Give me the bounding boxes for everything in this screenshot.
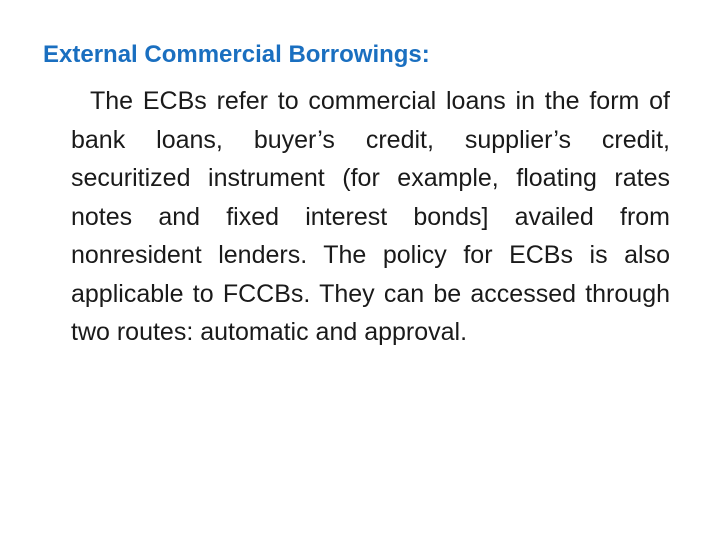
slide-heading: External Commercial Borrowings: bbox=[43, 41, 430, 68]
slide-body-paragraph: The ECBs refer to commercial loans in the form of bank loans, buyer’s credit, supplier’s credit, securitized instrument (for example, floating rates notes and fixed interest bonds] availed from nonresident lenders. The policy for ECBs is also applicable to FCCBs. They can be accessed through two routes: automatic and approval. bbox=[71, 87, 670, 346]
